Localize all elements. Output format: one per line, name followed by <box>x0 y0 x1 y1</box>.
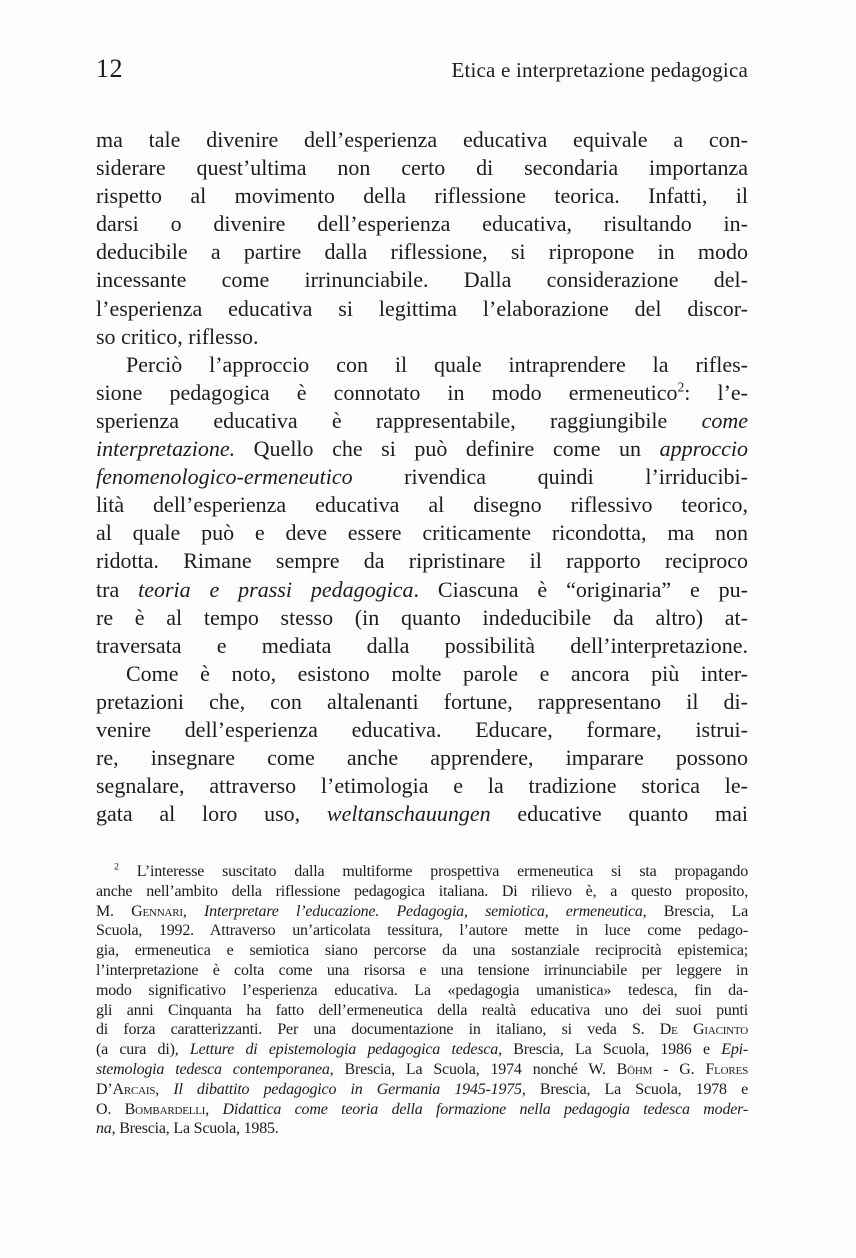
main-text-block <box>96 126 748 828</box>
text-line <box>96 1020 748 1040</box>
text-line <box>96 921 748 941</box>
text-line <box>96 941 748 961</box>
text-line <box>96 961 748 981</box>
text-line <box>96 379 748 407</box>
text-segment: venire dell’esperienza educativa. Educare, formare, istrui- <box>96 716 748 742</box>
text-segment: pretazioni che, con altalenanti fortune, rappresentano il di- <box>96 688 748 714</box>
text-segment: Come è noto, esistono molte parole e ancora più inter- <box>126 660 748 686</box>
text-segment: anche nell’ambito della riflessione pedagogica italiana. Di rilievo è, a questo proposito, <box>96 882 748 900</box>
text-segment: gata al loro uso, <box>96 801 327 827</box>
small-caps-name: D’Arcais <box>96 1080 156 1098</box>
text-segment: deducibile a partire dalla riflessione, si ripropone in modo <box>96 239 748 265</box>
text-line <box>96 632 748 660</box>
italic-text: approccio <box>659 436 748 462</box>
text-line <box>96 1001 748 1021</box>
text-line <box>96 547 748 575</box>
text-segment: ma tale divenire dell’esperienza educativa equivale a con- <box>96 127 748 152</box>
text-line <box>96 716 748 744</box>
text-line <box>96 463 748 491</box>
text-segment: , Brescia, La Scuola, 1986 e <box>498 1041 722 1059</box>
text-segment: di forza caratterizzanti. Per una documentazione in italiano, si veda S. <box>96 1021 660 1039</box>
footnote-marker: 2 <box>677 379 685 395</box>
text-segment: tra <box>96 576 139 602</box>
text-line <box>96 800 748 828</box>
paragraph <box>96 862 748 1139</box>
italic-text: weltanschauungen <box>326 801 491 827</box>
text-line <box>96 1119 748 1139</box>
italic-text: Didattica come teoria della formazione nella pedagogia tedesca moder- <box>222 1100 748 1118</box>
text-line <box>96 604 748 632</box>
text-segment: Scuola, 1992. Attraverso un’articolata tessitura, l’autore mette in luce come pedago- <box>96 922 748 940</box>
page-header <box>96 54 748 84</box>
text-line <box>96 1100 748 1120</box>
italic-text: interpretazione. <box>96 436 236 462</box>
text-segment: , Brescia, La Scuola, 1978 e <box>521 1080 748 1098</box>
page-number: 12 <box>96 54 123 83</box>
text-segment: traversata e mediata dalla possibilità dell’interpretazione. <box>96 632 748 658</box>
text-segment: (a cura di), <box>96 1041 190 1059</box>
text-segment: incessante come irrinunciabile. Dalla considerazione del- <box>96 267 748 293</box>
text-line <box>96 238 748 266</box>
text-segment: educative quanto mai <box>490 801 748 827</box>
text-segment: sperienza educativa è rappresentabile, raggiungibile <box>96 407 702 433</box>
text-segment: segnalare, attraverso l’etimologia e la tradizione storica le- <box>96 773 748 799</box>
text-line <box>96 154 748 182</box>
italic-text: come <box>701 407 748 433</box>
text-segment: , <box>155 1080 174 1098</box>
text-segment: so critico, riflesso. <box>96 323 259 349</box>
text-segment: al quale può e deve essere criticamente ricondotta, ma non <box>96 520 748 546</box>
small-caps-name: Böhm <box>616 1060 653 1078</box>
paragraph <box>96 660 748 829</box>
text-line <box>96 981 748 1001</box>
running-title: Etica e interpretazione pedagogica <box>451 58 748 82</box>
small-caps-name: Bombardelli <box>124 1100 206 1118</box>
text-line <box>96 126 748 154</box>
text-line <box>96 744 748 772</box>
text-line <box>96 323 748 351</box>
text-segment: . Ciascuna è “originaria” e pu- <box>413 576 748 602</box>
text-segment: : l’e- <box>684 379 748 405</box>
text-segment: rispetto al movimento della riflessione teorica. Infatti, il <box>96 183 748 209</box>
text-segment: gli anni Cinquanta ha fatto dell’ermeneutica della realtà educativa uno dei suoi punti <box>96 1001 748 1019</box>
text-line <box>96 772 748 800</box>
text-segment: l’interpretazione è colta come una risorsa e una tensione irrinunciabile per leggere in <box>96 961 748 979</box>
text-segment: - G. <box>652 1060 706 1078</box>
italic-text: teoria e prassi pedagogica <box>138 576 414 602</box>
text-line <box>96 1080 748 1100</box>
text-segment: gia, ermeneutica e semiotica siano percorse da una sostanziale reciprocità epistemica; <box>96 942 748 960</box>
text-segment: , Brescia, La Scuola, 1974 nonché W. <box>329 1060 617 1078</box>
text-line <box>96 688 748 716</box>
text-line <box>96 519 748 547</box>
text-segment: siderare quest’ultima non certo di secondaria importanza <box>96 155 748 181</box>
text-line <box>96 295 748 323</box>
text-segment: , <box>205 1100 223 1118</box>
text-line <box>96 351 748 379</box>
text-line <box>96 182 748 210</box>
italic-text: Il dibattito pedagogico in Germania 1945-1975 <box>173 1080 522 1098</box>
small-caps-name: Gennari <box>131 902 183 920</box>
small-caps-name: Flores <box>705 1060 748 1078</box>
text-line <box>96 491 748 519</box>
footnote-marker: 2 <box>114 862 119 873</box>
italic-text: Letture di epistemologia pedagogica tedesca <box>189 1041 499 1059</box>
text-line <box>96 862 748 882</box>
text-segment: ridotta. Rimane sempre da ripristinare il rapporto reciproco <box>96 548 748 574</box>
text-segment: modo significativo l’esperienza educativa. La «pedagogia umanistica» tedesca, fin da- <box>96 981 748 999</box>
text-segment: Quello che si può definire come un <box>235 436 660 462</box>
text-segment: , Brescia, La <box>642 902 748 920</box>
text-line <box>96 266 748 294</box>
text-segment: L’interesse suscitato dalla multiforme prospettiva ermeneutica si sta propagando <box>118 863 748 880</box>
text-line <box>96 407 748 435</box>
text-segment: Perciò l’approccio con il quale intraprendere la rifles- <box>126 351 748 377</box>
italic-text: Epi- <box>721 1041 748 1059</box>
text-line <box>96 902 748 922</box>
text-line <box>96 576 748 604</box>
italic-text: stemologia tedesca contemporanea <box>96 1060 330 1078</box>
text-line <box>96 882 748 902</box>
text-line <box>96 1060 748 1080</box>
text-segment: darsi o divenire dell’esperienza educativa, risultando in- <box>96 211 748 237</box>
text-segment: rivendica quindi l’irriducibi- <box>352 464 748 490</box>
paragraph <box>96 351 748 660</box>
italic-text: na <box>96 1120 112 1138</box>
text-segment: re è al tempo stesso (in quanto indeducibile da altro) at- <box>96 604 748 630</box>
text-segment: l’esperienza educativa si legittima l’elaborazione del discor- <box>96 295 748 321</box>
text-segment: sione pedagogica è connotato in modo ermeneutico <box>96 379 678 405</box>
text-line <box>96 435 748 463</box>
small-caps-name: De Giacinto <box>659 1021 748 1039</box>
text-segment: , Brescia, La Scuola, 1985. <box>111 1120 279 1138</box>
italic-text: Interpretare l’educazione. Pedagogia, semiotica, ermeneutica <box>204 902 643 920</box>
text-segment: re, insegnare come anche apprendere, imparare possono <box>96 745 748 771</box>
footnote-block <box>96 862 748 1139</box>
text-line <box>96 1040 748 1060</box>
text-line <box>96 660 748 688</box>
text-segment: O. <box>96 1100 125 1118</box>
italic-text: fenomenologico-ermeneutico <box>96 464 353 490</box>
paragraph <box>96 126 748 351</box>
text-segment: lità dell’esperienza educativa al disegno riflessivo teorico, <box>96 492 748 518</box>
text-line <box>96 210 748 238</box>
text-segment: , <box>182 902 205 920</box>
text-segment: M. <box>96 902 132 920</box>
